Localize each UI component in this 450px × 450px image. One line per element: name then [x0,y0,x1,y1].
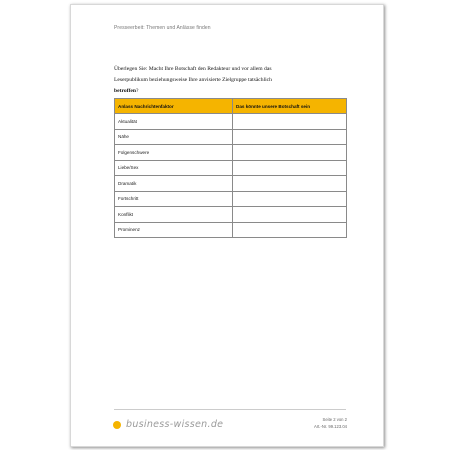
table-row [115,145,347,161]
factor-cell: Dramatik [115,176,233,192]
document-page [70,4,384,447]
table-row [115,191,347,207]
page-header-title: Presseerbeit: Themen und Anlässe finden [114,25,211,31]
message-cell[interactable] [233,129,347,145]
brand-name: business-wissen.de [126,419,224,430]
intro-bold-word: betroffen [114,88,136,95]
message-cell[interactable] [233,160,347,176]
factor-cell: Konflikt [115,207,233,223]
factor-cell: Liebe/Sex [115,160,233,176]
page-number: Seite 2 von 2 [322,417,347,422]
factor-cell: Fortschritt [115,191,233,207]
factor-cell: Folgenschwere [115,145,233,161]
table-row [115,114,347,130]
news-factor-table [114,98,347,238]
column-header-message: Das könnte unsere Botschaft sein [233,99,347,114]
factor-cell: Prominenz [115,222,233,238]
table-row [115,160,347,176]
footer-divider [114,409,346,410]
column-header-factor: Anlass Nachrichtenfaktor [115,99,233,114]
table-row [115,129,347,145]
message-cell[interactable] [233,222,347,238]
message-cell[interactable] [233,114,347,130]
intro-line-3 [114,86,344,97]
factor-cell: Nähe [115,129,233,145]
brand-dot-icon [113,421,121,429]
table-header-row [115,99,347,114]
intro-paragraph [114,64,344,98]
factor-cell: Aktualität [115,114,233,130]
message-cell[interactable] [233,191,347,207]
intro-line-1: Überlegen Sie: Macht Ihre Botschaft den Redakteur und vor allem das [114,66,272,72]
message-cell[interactable] [233,176,347,192]
table-row [115,176,347,192]
page-info [281,416,347,430]
table-row [115,222,347,238]
article-number: Art.-Nr. 99.123.04 [313,424,347,429]
intro-end-mark: ? [135,88,139,95]
brand-logo [113,419,223,430]
table-row [115,207,347,223]
message-cell[interactable] [233,145,347,161]
table-body [115,114,347,238]
intro-line-2: Leserpublikum beziehungsweise Ihre anvisierte Zielgruppe tatsächlich [114,77,272,84]
message-cell[interactable] [233,207,347,223]
